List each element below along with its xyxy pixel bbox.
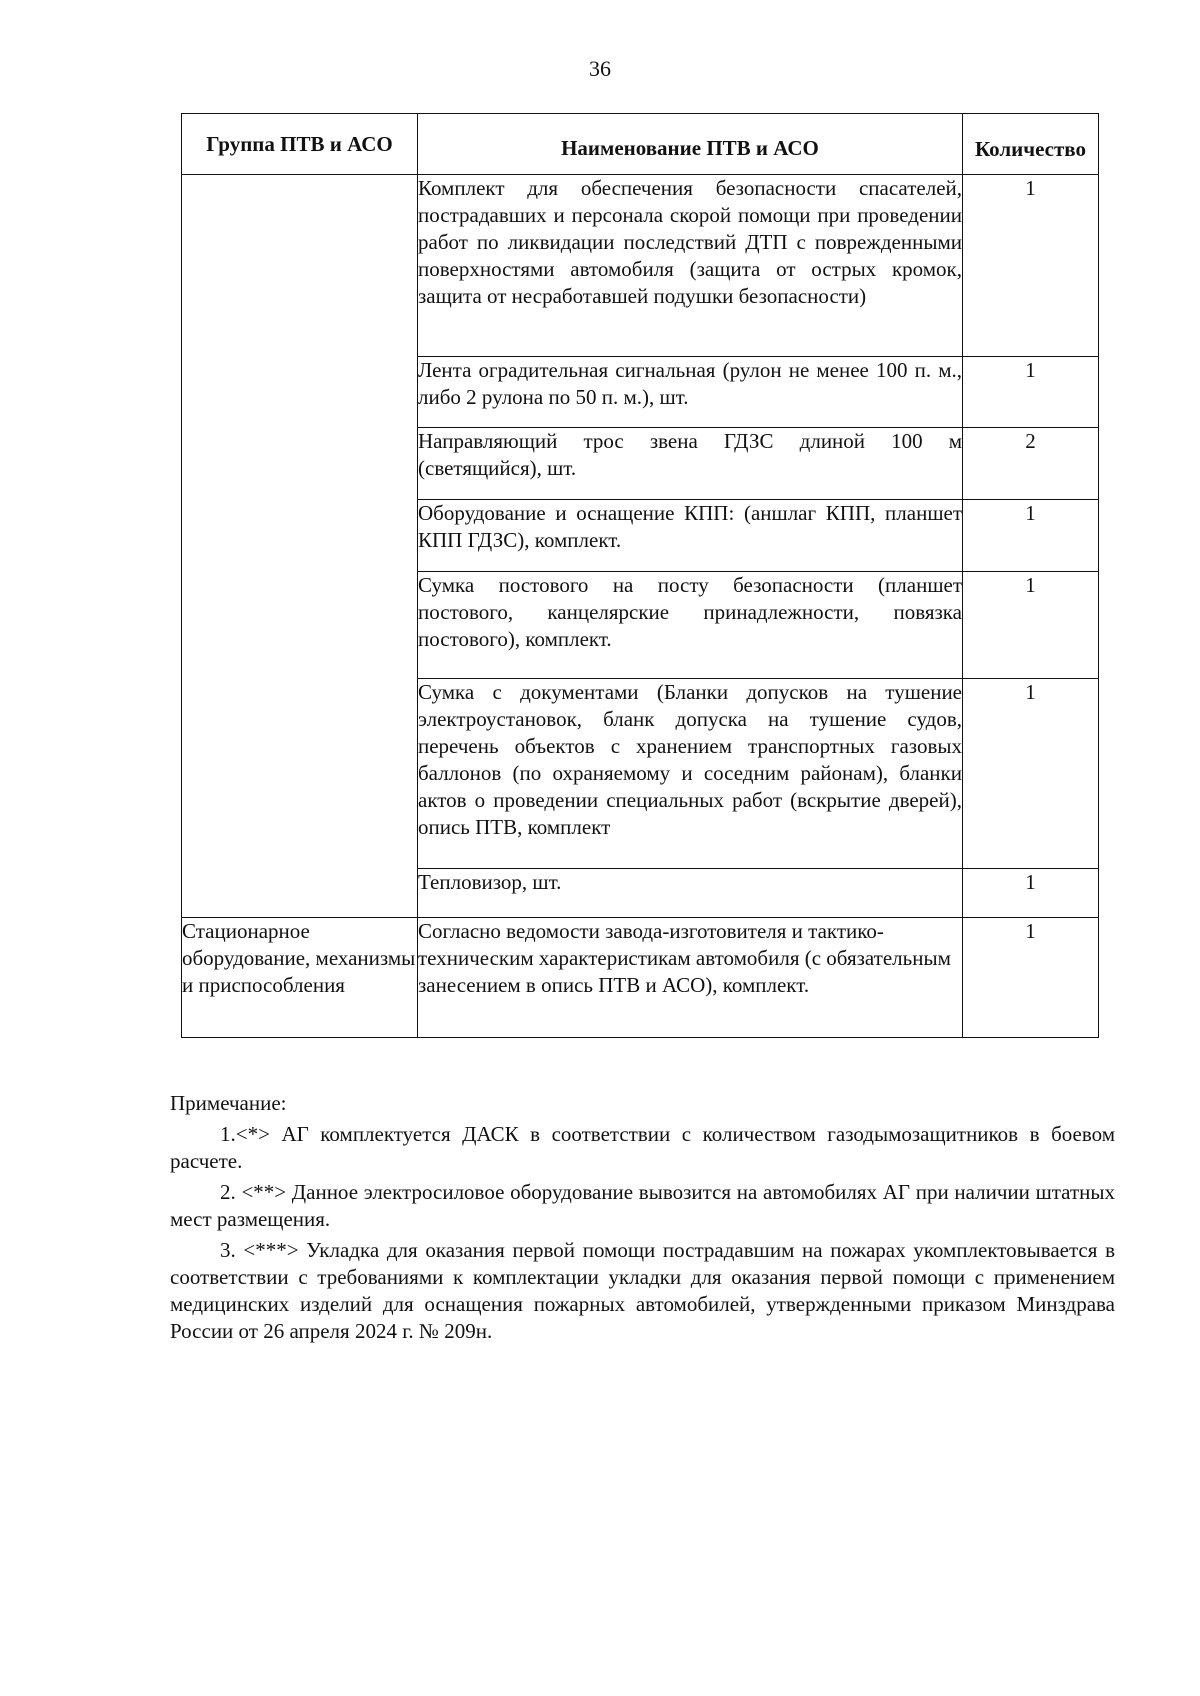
- item-name: Сумка постового на посту безопасности (планшет постового, канцелярские принадлежности, повязка постового), комплект.: [418, 572, 963, 679]
- note-item: 1.<*> АГ комплектуется ДАСК в соответствии с количеством газодымозащитников в боевом расчете.: [170, 1122, 1115, 1173]
- item-name: Комплект для обеспечения безопасности спасателей, пострадавших и персонала скорой помощи при проведении работ по ликвидации последствий ДТП с поврежденными поверхностями автомобиля (защита от острых кромок, защита от несработавшей подушки безопасности): [418, 175, 963, 357]
- notes-title: Примечание:: [170, 1091, 287, 1115]
- table-header-row: [182, 114, 1099, 175]
- table-row: [182, 918, 1099, 1038]
- group-cell-empty: [182, 175, 418, 918]
- note-item: 2. <**> Данное электросиловое оборудование вывозится на автомобилях АГ при наличии штатных мест размещения.: [170, 1180, 1115, 1231]
- item-name: Лента оградительная сигнальная (рулон не менее 100 п. м., либо 2 рулона по 50 п. м.), шт.: [418, 357, 963, 428]
- header-group: Группа ПТВ и АСО: [182, 114, 418, 175]
- header-name: Наименование ПТВ и АСО: [418, 114, 963, 175]
- notes-section: [170, 1090, 1115, 1349]
- item-quantity: 2: [963, 428, 1099, 500]
- item-quantity: 1: [963, 869, 1099, 918]
- note-item: 3. <***> Укладка для оказания первой помощи пострадавшим на пожарах укомплектовывается в соответствии с требованиями к комплектации укладки для оказания первой помощи с применением медицинских изделий для оснащения пожарных автомобилей, утвержденными приказом Минздрава России от 26 апреля 2024 г. № 209н.: [170, 1238, 1115, 1343]
- item-quantity: 1: [963, 572, 1099, 679]
- item-name: Тепловизор, шт.: [418, 869, 963, 918]
- table-row: [182, 175, 1099, 357]
- header-quantity: Количество: [963, 114, 1099, 175]
- item-quantity: 1: [963, 357, 1099, 428]
- item-quantity: 1: [963, 175, 1099, 357]
- page-number: 36: [589, 56, 611, 81]
- item-name: Оборудование и оснащение КПП: (аншлаг КПП, планшет КПП ГДЗС), комплект.: [418, 500, 963, 572]
- item-name: Направляющий трос звена ГДЗС длиной 100 м (светящийся), шт.: [418, 428, 963, 500]
- equipment-table: [181, 113, 1099, 1038]
- group-cell: Стационарное оборудование, механизмы и приспособления: [182, 918, 418, 1038]
- item-name: Согласно ведомости завода-изготовителя и тактико-техническим характеристикам автомобиля (с обязательным занесением в опись ПТВ и АСО), комплект.: [418, 918, 963, 1038]
- item-quantity: 1: [963, 918, 1099, 1038]
- item-name: Сумка с документами (Бланки допусков на тушение электроустановок, бланк допуска на тушение судов, перечень объектов с хранением транспортных газовых баллонов (по охраняемому и соседним районам), бланки актов о проведении специальных работ (вскрытие дверей), опись ПТВ, комплект: [418, 679, 963, 869]
- item-quantity: 1: [963, 500, 1099, 572]
- item-quantity: 1: [963, 679, 1099, 869]
